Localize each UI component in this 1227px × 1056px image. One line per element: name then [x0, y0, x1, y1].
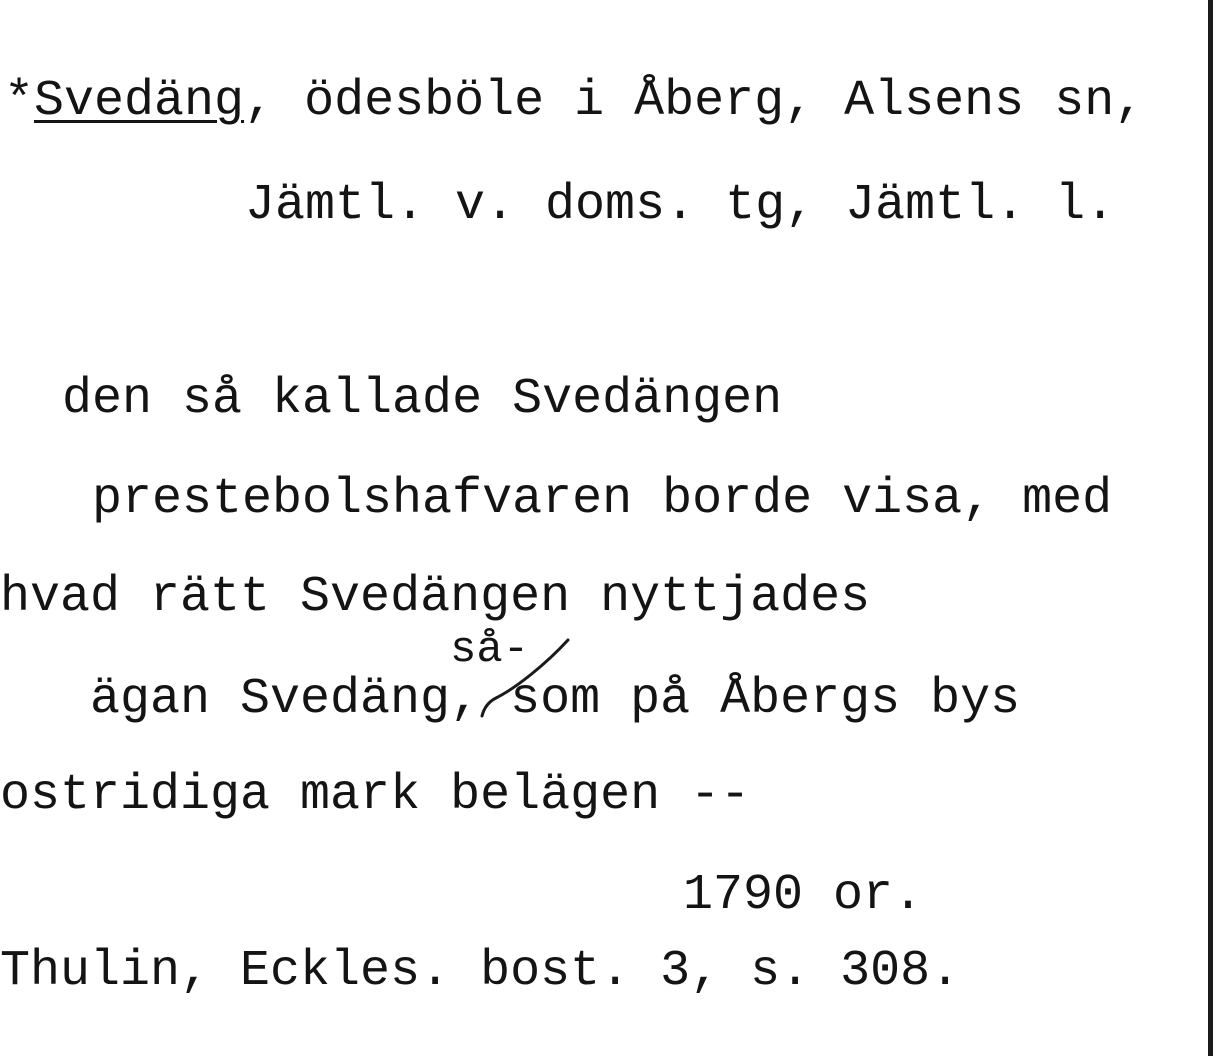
asterisk: *	[4, 73, 35, 130]
headword: Svedäng	[34, 73, 245, 130]
body-line-1: den så kallade Svedängen	[62, 371, 783, 428]
source-line: Thulin, Eckles. bost. 3, s. 308.	[0, 943, 961, 1000]
card-right-edge	[1208, 0, 1213, 1056]
header-rest: , ödesböle i Åberg, Alsens sn,	[244, 73, 1145, 130]
handwritten-insertion: så-	[450, 625, 530, 675]
body-line-5: ostridiga mark belägen --	[0, 767, 751, 824]
header-line-1	[4, 74, 1144, 130]
body-line-2: prestebolshafvaren borde visa, med	[92, 471, 1113, 528]
header-line-2: Jämtl. v. doms. tg, Jämtl. l.	[245, 177, 1116, 234]
body-line-4: ägan Svedäng, som på Åbergs bys	[90, 671, 1021, 728]
body-line-3: hvad rätt Svedängen nyttjades	[0, 569, 871, 626]
year-line: 1790 or.	[683, 867, 924, 924]
